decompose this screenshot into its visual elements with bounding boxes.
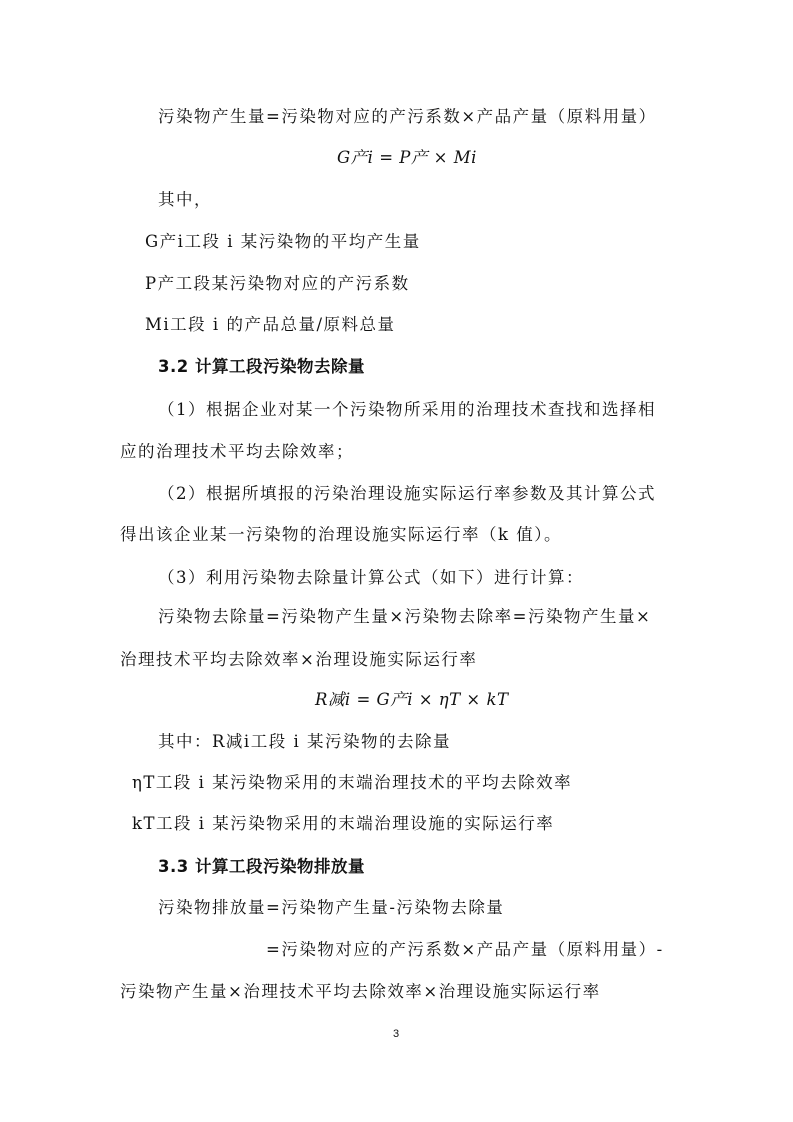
- equation-removed: R减i = G产i × ηT × kT: [315, 690, 509, 709]
- where-label: 其中，: [158, 190, 212, 209]
- paragraph-1-line-2: 应的治理技术平均去除效率；: [120, 442, 354, 461]
- definition-m: Mi工段 i 的产品总量/原料总量: [145, 315, 396, 334]
- formula-text-produced: 污染物产生量=污染物对应的产污系数×产品产量（原料用量）: [158, 107, 657, 126]
- formula-text-emission-line-1: 污染物排放量=污染物产生量-污染物去除量: [158, 898, 505, 917]
- definition-g: G产i工段 i 某污染物的平均产生量: [145, 232, 421, 251]
- paragraph-2-line-2: 得出该企业某一污染物的治理设施实际运行率（k 值）。: [120, 525, 562, 544]
- equation-produced: G产i = P产 × Mi: [337, 148, 477, 167]
- definition-p: P产工段某污染物对应的产污系数: [145, 274, 410, 293]
- formula-text-removed-line-2: 治理技术平均去除效率×治理设施实际运行率: [120, 650, 478, 669]
- section-heading-3-2: 3.2 计算工段污染物去除量: [158, 357, 365, 376]
- definition-r: 其中：R减i工段 i 某污染物的去除量: [158, 732, 451, 751]
- definition-k: kT工段 i 某污染物采用的末端治理设施的实际运行率: [132, 814, 555, 833]
- paragraph-3: （3）利用污染物去除量计算公式（如下）进行计算：: [158, 568, 584, 587]
- paragraph-1-line-1: （1）根据企业对某一个污染物所采用的治理技术查找和选择相: [158, 400, 656, 419]
- formula-text-emission-line-3: 污染物产生量×治理技术平均去除效率×治理设施实际运行率: [120, 982, 601, 1001]
- definition-eta: ηT工段 i 某污染物采用的末端治理技术的平均去除效率: [132, 773, 573, 792]
- paragraph-2-line-1: （2）根据所填报的污染治理设施实际运行率参数及其计算公式: [158, 484, 656, 503]
- formula-text-removed-line-1: 污染物去除量=污染物产生量×污染物去除率=污染物产生量×: [158, 607, 652, 626]
- formula-text-emission-line-2: =污染物对应的产污系数×产品产量（原料用量）-: [266, 940, 664, 959]
- section-heading-3-3: 3.3 计算工段污染物排放量: [158, 857, 365, 876]
- page-number: 3: [393, 1028, 400, 1040]
